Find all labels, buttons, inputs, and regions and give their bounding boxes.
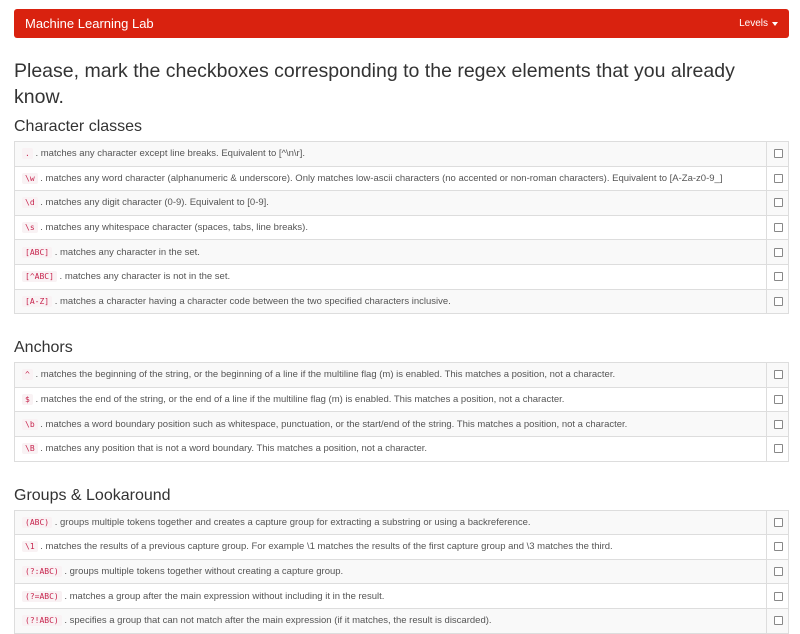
table-row [15, 608, 789, 633]
rule-text: . matches any whitespace character (spaces, tabs, line breaks). [40, 222, 308, 234]
table-row [15, 387, 789, 412]
rule-description [15, 215, 767, 240]
table-row [15, 215, 789, 240]
table-anchors [14, 362, 789, 461]
rule-checkbox[interactable] [774, 444, 783, 453]
table-row [15, 436, 789, 461]
checkbox-cell [767, 436, 789, 461]
rule-text: . matches any position that is not a word boundary. This matches a position, not a character. [40, 443, 428, 455]
checkbox-cell [767, 215, 789, 240]
navbar [14, 9, 789, 38]
table-row [15, 240, 789, 265]
caret-down-icon [772, 22, 778, 26]
rule-checkbox[interactable] [774, 592, 783, 601]
rule-checkbox[interactable] [774, 616, 783, 625]
checkbox-cell [767, 142, 789, 167]
rule-checkbox[interactable] [774, 518, 783, 527]
rule-description [15, 559, 767, 584]
checkbox-cell [767, 363, 789, 388]
rule-checkbox[interactable] [774, 272, 783, 281]
checkbox-cell [767, 584, 789, 609]
rule-checkbox[interactable] [774, 174, 783, 183]
table-row [15, 264, 789, 289]
checkbox-cell [767, 559, 789, 584]
regex-token: [ABC] [22, 247, 52, 258]
rule-description [15, 142, 767, 167]
rule-checkbox[interactable] [774, 567, 783, 576]
page-title: Please, mark the checkboxes corresponding to the regex elements that you already know. [14, 60, 735, 108]
rule-description [15, 535, 767, 560]
rule-checkbox[interactable] [774, 248, 783, 257]
table-row [15, 363, 789, 388]
regex-token: $ [22, 394, 33, 405]
rule-checkbox[interactable] [774, 297, 783, 306]
rule-checkbox[interactable] [774, 420, 783, 429]
checkbox-cell [767, 387, 789, 412]
rule-checkbox[interactable] [774, 370, 783, 379]
rule-text: . matches a group after the main expression without including it in the result. [64, 590, 385, 602]
section-title-groups-lookaround: Groups & Lookaround [14, 486, 171, 504]
checkbox-cell [767, 535, 789, 560]
rule-text: . matches any digit character (0-9). Equivalent to [0-9]. [40, 197, 269, 209]
rule-checkbox[interactable] [774, 223, 783, 232]
rule-text: . groups multiple tokens together without creating a capture group. [64, 566, 344, 578]
table-row [15, 191, 789, 216]
rule-text: . specifies a group that can not match after the main expression (if it matches, the result is discarded). [64, 615, 492, 627]
navbar-brand[interactable]: Machine Learning Lab [25, 16, 154, 31]
checkbox-cell [767, 289, 789, 314]
rule-text: . groups multiple tokens together and creates a capture group for extracting a substring or using a backreference. [54, 516, 531, 528]
rule-checkbox[interactable] [774, 395, 783, 404]
table-row [15, 166, 789, 191]
regex-token: \1 [22, 541, 38, 552]
regex-token: \d [22, 197, 38, 208]
rule-description [15, 289, 767, 314]
table-row [15, 535, 789, 560]
checkbox-cell [767, 191, 789, 216]
checkbox-cell [767, 412, 789, 437]
levels-label: Levels [739, 18, 768, 29]
rule-text: . matches a word boundary position such as whitespace, punctuation, or the start/end of the string. This matches a position, not a character. [40, 418, 628, 430]
section-title-character-classes: Character classes [14, 118, 143, 135]
checkbox-cell [767, 510, 789, 535]
rule-description [15, 584, 767, 609]
regex-token: \B [22, 443, 38, 454]
rule-description [15, 191, 767, 216]
rule-description [15, 166, 767, 191]
table-groups-lookaround [14, 510, 789, 634]
checkbox-cell [767, 608, 789, 633]
rule-text: . matches the results of a previous capture group. For example \1 matches the results of the first capture group and \3 matches the third. [40, 541, 613, 553]
regex-token: \w [22, 173, 38, 184]
table-row [15, 584, 789, 609]
table-row [15, 142, 789, 167]
section-title-anchors: Anchors [14, 339, 73, 357]
checkbox-cell [767, 166, 789, 191]
checkbox-cell [767, 264, 789, 289]
regex-token: (?!ABC) [22, 615, 62, 626]
checkbox-cell [767, 240, 789, 265]
rule-checkbox[interactable] [774, 198, 783, 207]
rule-text: . matches the beginning of the string, or the beginning of a line if the multiline flag (m) is enabled. This matches a position, not a character. [35, 369, 616, 381]
rule-description [15, 264, 767, 289]
rule-description [15, 608, 767, 633]
rule-description [15, 387, 767, 412]
regex-token: \s [22, 222, 38, 233]
levels-dropdown[interactable] [739, 18, 778, 29]
rule-description [15, 510, 767, 535]
main-content [14, 58, 789, 634]
regex-token: [A-Z] [22, 296, 52, 307]
table-row [15, 289, 789, 314]
rule-checkbox[interactable] [774, 542, 783, 551]
rule-description [15, 436, 767, 461]
rule-text: . matches any character in the set. [54, 246, 200, 258]
table-row [15, 510, 789, 535]
regex-token: ^ [22, 369, 33, 380]
rule-text: . matches a character having a character code between the two specified characters inclusive. [54, 295, 451, 307]
regex-token: (ABC) [22, 517, 52, 528]
rule-text: . matches any word character (alphanumeric & underscore). Only matches low-ascii characters (no accented or non-roman characters). Equivalent to [A-Za-z0-9_] [40, 172, 723, 184]
regex-token: (?:ABC) [22, 566, 62, 577]
rule-text: . matches any character is not in the set. [59, 271, 231, 283]
rule-checkbox[interactable] [774, 149, 783, 158]
regex-token: (?=ABC) [22, 591, 62, 602]
rule-description [15, 363, 767, 388]
regex-token: [^ABC] [22, 271, 57, 282]
rule-text: . matches the end of the string, or the end of a line if the multiline flag (m) is enabled. This matches a position, not a character. [35, 394, 565, 406]
table-character-classes [14, 141, 789, 314]
rule-description [15, 412, 767, 437]
regex-token: \b [22, 419, 38, 430]
rule-description [15, 240, 767, 265]
table-row [15, 412, 789, 437]
table-row [15, 559, 789, 584]
rule-text: . matches any character except line breaks. Equivalent to [^\n\r]. [35, 148, 306, 160]
regex-token: . [22, 148, 33, 159]
